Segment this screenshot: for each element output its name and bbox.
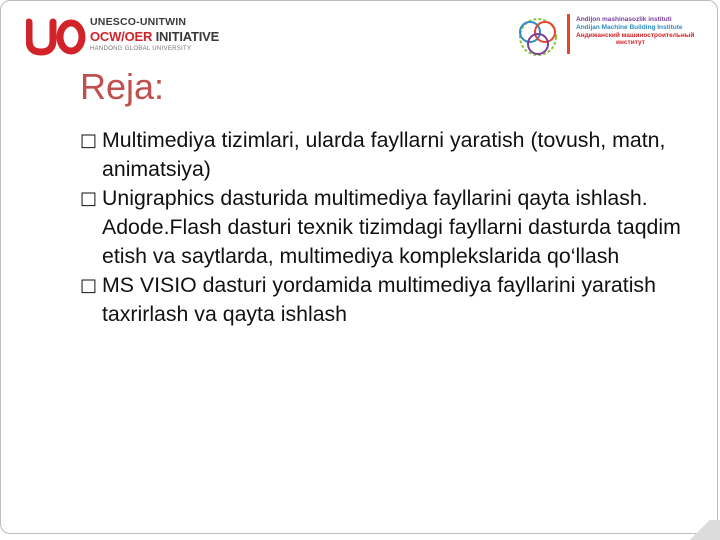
unesco-logo-ocw: OCW/OER: [90, 28, 153, 44]
institute-name-ru: Андижанский машиностроительный: [576, 31, 695, 39]
bullet-text: Multimediya tizimlari, ularda fayllarni yaratish (tovush, matn, animatsiya): [102, 128, 666, 181]
uo-logo-icon: [26, 16, 86, 56]
bullet-text: Unigraphics dasturida multimediya fayllarini qayta ishlash. Adode.Flash dasturi texnik tizimdagi fayllarni dasturda taqdim etish va saytlarda, multimediya komplekslarida qo‘llash: [102, 186, 681, 268]
bullet-square-icon: □: [80, 275, 98, 296]
slide-corner-shade: [680, 520, 720, 540]
bullet-square-icon: □: [80, 188, 98, 209]
bullet-text: MS VISIO dasturi yordamida multimediya fayllarini yaratish taxrirlash va qayta ishlash: [102, 273, 656, 326]
andijan-institute-logo: [510, 10, 710, 60]
bullet-item: [80, 126, 700, 184]
bullet-square-icon: □: [80, 130, 98, 151]
unesco-logo-line1: UNESCO-UNITWIN: [90, 16, 187, 28]
gear-circles-icon: [510, 12, 565, 62]
unesco-unitwin-logo: [26, 16, 226, 56]
institute-name-uz: Andijon mashinasozlik instituti: [576, 16, 672, 23]
unesco-logo-initiative: INITIATIVE: [155, 28, 220, 44]
institute-logo-divider: [567, 14, 570, 54]
page-title: Reja:: [80, 66, 165, 107]
bullet-item: [80, 271, 700, 329]
bullet-item: [80, 184, 700, 271]
unesco-logo-university: HANDONG GLOBAL UNIVERSITY: [90, 45, 192, 52]
institute-name-en: Andijan Machine Building Institute: [576, 23, 683, 31]
bullet-list: [80, 126, 700, 329]
institute-name-ru-2: институт: [616, 39, 645, 47]
